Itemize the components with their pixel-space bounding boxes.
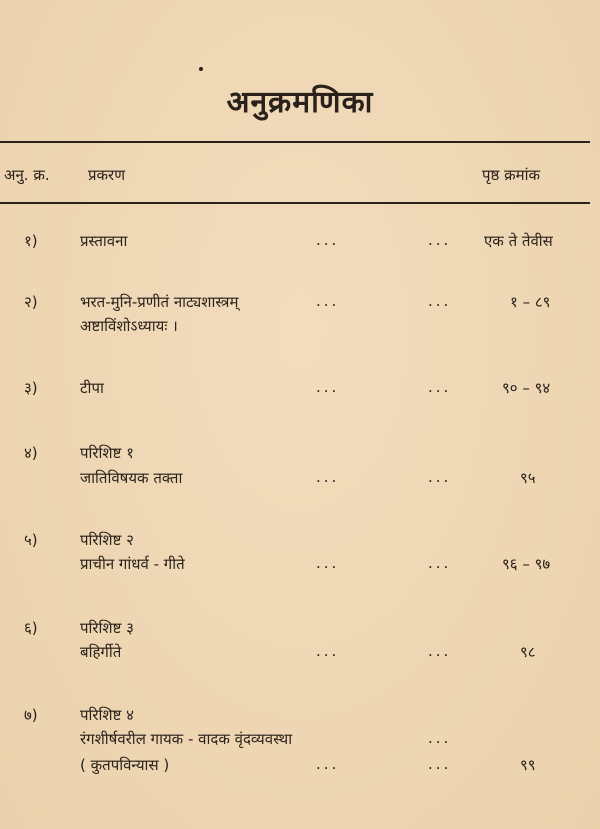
leader-dots: ... [428,378,452,396]
row-number: ७) [24,706,38,724]
leader-dots: ... [428,642,452,660]
row-title: परिशिष्ट ४ [80,706,134,724]
row-title: परिशिष्ट १ [80,444,134,462]
leader-dots: ... [316,554,340,572]
leader-dots: ... [316,642,340,660]
leader-dots: ... [428,468,452,486]
row-page: १ – ८९ [510,293,551,311]
row-page: ९५ [520,469,536,487]
row-number: ३) [24,379,38,397]
row-title: परिशिष्ट २ [80,531,134,549]
page-header: पृष्ठ क्रमांक [482,166,541,184]
row-number: ४) [24,444,38,462]
row-number: १) [24,232,38,250]
row-title: परिशिष्ट ३ [80,619,134,637]
row-title: टीपा [80,379,104,397]
leader-dots: ... [428,231,452,249]
row-number: ६) [24,619,38,637]
row-subtitle: ( कुतपविन्यास ) [80,756,170,774]
row-page: ९० – ९४ [502,379,551,397]
leader-dots: ... [428,554,452,572]
leader-dots: ... [316,755,340,773]
header-rule [0,202,590,204]
page-title: अनुक्रमणिका [226,85,374,120]
leader-dots: ... [316,231,340,249]
leader-dots: ... [428,729,452,747]
row-page: एक ते तेवीस [484,232,553,250]
row-title: प्रस्तावना [80,232,128,250]
chapter-header: प्रकरण [88,166,126,184]
leader-dots: ... [316,468,340,486]
row-subtitle: बहिर्गीते [80,643,122,661]
row-title: भरत-मुनि-प्रणीतं नाट्यशास्त्रम् [80,293,239,311]
row-page: ९८ [520,643,536,661]
serial-header: अनु. क्र. [4,166,50,184]
row-page: ९९ [520,756,536,774]
row-page: ९६ – ९७ [502,555,551,573]
row-subtitle: जातिविषयक तक्ता [80,469,183,487]
row-subtitle: रंगशीर्षवरील गायक - वादक वृंदव्यवस्था [80,730,293,748]
row-subtitle: अष्टाविंशोऽध्यायः । [80,317,178,335]
row-number: २) [24,293,38,311]
leader-dots: ... [316,292,340,310]
row-number: ५) [24,531,38,549]
row-subtitle: प्राचीन गांधर्व - गीते [80,555,185,573]
leader-dots: ... [428,292,452,310]
leader-dots: ... [428,755,452,773]
top-rule [0,141,590,143]
leader-dots: ... [316,378,340,396]
ink-dot [199,67,203,71]
